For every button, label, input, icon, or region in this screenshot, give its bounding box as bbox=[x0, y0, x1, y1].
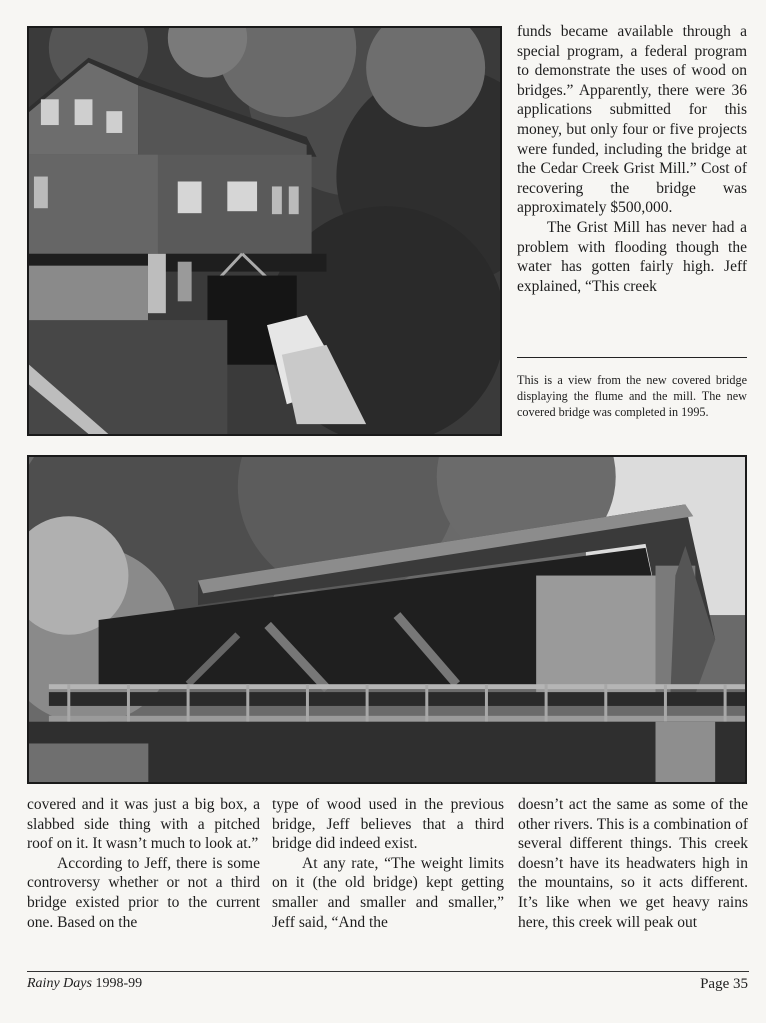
photo-caption: This is a view from the new covered bridge displaying the flume and the mill. The new covered bridge was completed in 1995. bbox=[517, 373, 747, 419]
article-column-top bbox=[517, 22, 747, 296]
article-column-3 bbox=[518, 795, 748, 932]
paragraph: funds became available through a special program, a federal program to demonstrate the uses of wood on bridges.” Apparently, there were 36 applications submitted for this money, but only four or five projects were funded, including the bridge at the Cedar Creek Grist Mill.” Cost of recovering the bridge was approximately $500,000. bbox=[517, 23, 747, 217]
article-column-2 bbox=[272, 795, 504, 932]
paragraph: covered and it was just a big box, a slabbed side thing with a pitched roof on it. It wasn’t much to look at.” bbox=[27, 796, 260, 853]
paragraph: According to Jeff, there is some controversy whether or not a third bridge existed prior to the current one. Based on the bbox=[27, 854, 260, 931]
footer-divider bbox=[27, 971, 749, 972]
covered-bridge-photo bbox=[27, 455, 747, 784]
page-number: Page 35 bbox=[700, 976, 748, 992]
paragraph: doesn’t act the same as some of the other rivers. This is a combination of several different things. This creek doesn’t have its headwaters high in the mountains, so it acts different. It’s like when we get heavy rains here, this creek will peak out bbox=[518, 796, 748, 931]
paragraph: The Grist Mill has never had a problem with flooding though the water has gotten fairly high. Jeff explained, “This creek bbox=[517, 218, 747, 295]
publication-title: Rainy Days bbox=[27, 976, 92, 991]
paragraph: At any rate, “The weight limits on it (the old bridge) kept getting smaller and smaller and smaller,” Jeff said, “And the bbox=[272, 854, 504, 931]
paragraph: type of wood used in the previous bridge, Jeff believes that a third bridge did indeed exist. bbox=[272, 796, 504, 853]
grist-mill-photo bbox=[27, 26, 502, 436]
footer-publication bbox=[27, 976, 142, 992]
publication-year: 1998-99 bbox=[95, 976, 143, 991]
article-column-1 bbox=[27, 795, 260, 932]
caption-divider bbox=[517, 357, 747, 358]
